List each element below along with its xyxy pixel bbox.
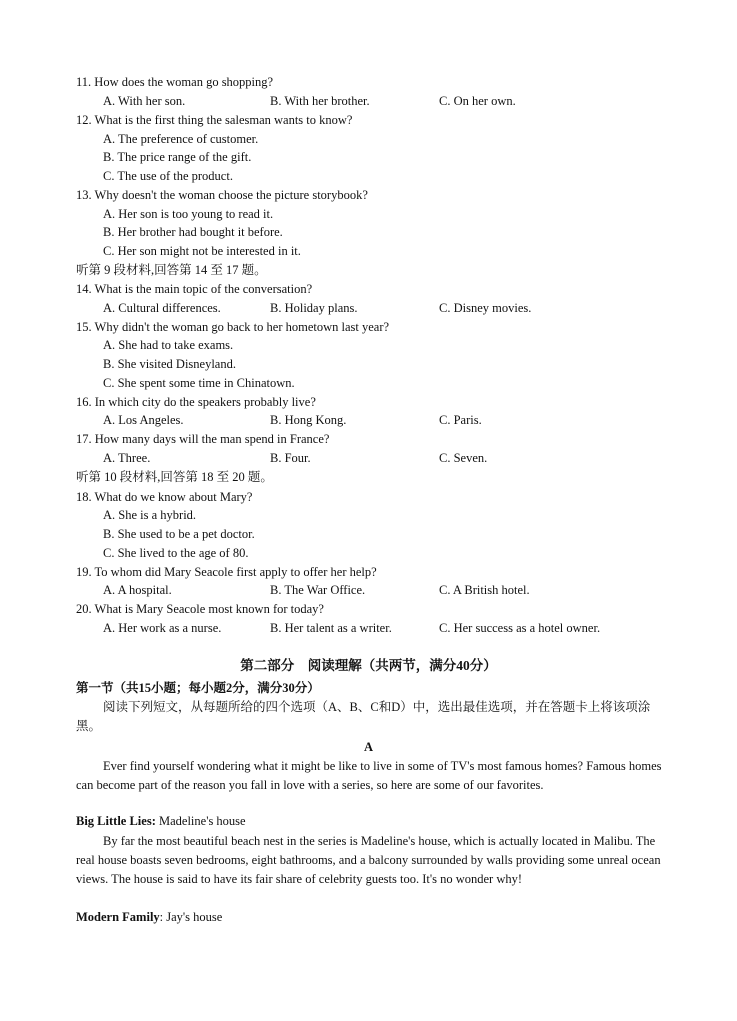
option-15a: A. She had to take exams.	[103, 338, 234, 352]
part-2-title: 第二部分 阅读理解（共两节，满分40分）	[240, 658, 497, 673]
option-11a: A. With her son.	[103, 94, 186, 108]
option-14b: B. Holiday plans.	[270, 301, 358, 315]
option-17c: C. Seven.	[439, 451, 488, 465]
option-12c: C. The use of the product.	[103, 169, 233, 183]
section-directions: 阅读下列短文，从每题所给的四个选项（A、B、C和D）中，选出最佳选项，并在答题卡上将该项涂黑。	[76, 700, 651, 733]
option-13a: A. Her son is too young to read it.	[103, 207, 274, 221]
question-13: 13. Why doesn't the woman choose the picture storybook?	[76, 188, 368, 202]
option-12a: A. The preference of customer.	[103, 132, 259, 146]
paragraph-madeline-house: By far the most beautiful beach nest in the series is Madeline's house, which is actually located in Malibu. The real house boasts seven bedrooms, eight bathrooms, and a balcony surrounded by walls providing some unreal ocean views. The house is said to have its fair share of celebrity guests too. It's no wonder why!	[76, 834, 661, 886]
subheading-house-2: : Jay's house	[159, 910, 223, 924]
option-15b: B. She visited Disneyland.	[103, 357, 236, 371]
option-18c: C. She lived to the age of 80.	[103, 546, 249, 560]
question-17: 17. How many days will the man spend in France?	[76, 432, 330, 446]
question-14: 14. What is the main topic of the conversation?	[76, 282, 313, 296]
option-20a: A. Her work as a nurse.	[103, 621, 222, 635]
subheading-show-title-2: Modern Family	[76, 910, 160, 924]
option-15c: C. She spent some time in Chinatown.	[103, 376, 295, 390]
option-20c: C. Her success as a hotel owner.	[439, 621, 601, 635]
question-15: 15. Why didn't the woman go back to her hometown last year?	[76, 320, 390, 334]
option-19a: A. A hospital.	[103, 583, 172, 597]
subheading-show-title: Big Little Lies:	[76, 814, 156, 828]
option-16c: C. Paris.	[439, 413, 482, 427]
option-14c: C. Disney movies.	[439, 301, 532, 315]
option-18b: B. She used to be a pet doctor.	[103, 527, 255, 541]
subheading-big-little-lies	[76, 813, 246, 829]
instruction-material-10: 听第 10 段材料,回答第 18 至 20 题。	[76, 470, 273, 484]
option-16a: A. Los Angeles.	[103, 413, 184, 427]
passage-intro: Ever find yourself wondering what it might be like to live in some of TV's most famous homes? Famous homes can become part of the reason you fall in love with a series, so here are some of our favorites.	[76, 759, 662, 792]
subheading-modern-family	[76, 909, 222, 925]
question-16: 16. In which city do the speakers probably live?	[76, 395, 316, 409]
question-19: 19. To whom did Mary Seacole first apply to offer her help?	[76, 565, 377, 579]
passage-letter: A	[363, 740, 374, 754]
question-18: 18. What do we know about Mary?	[76, 490, 253, 504]
instruction-material-9: 听第 9 段材料,回答第 14 至 17 题。	[76, 263, 267, 277]
option-16b: B. Hong Kong.	[270, 413, 347, 427]
option-17a: A. Three.	[103, 451, 151, 465]
option-19c: C. A British hotel.	[439, 583, 530, 597]
option-11b: B. With her brother.	[270, 94, 370, 108]
question-11: 11. How does the woman go shopping?	[76, 75, 274, 89]
option-13c: C. Her son might not be interested in it.	[103, 244, 301, 258]
section-1-title: 第一节（共15小题；每小题2分，满分30分）	[76, 681, 320, 695]
option-19b: B. The War Office.	[270, 583, 366, 597]
option-13b: B. Her brother had bought it before.	[103, 225, 283, 239]
option-17b: B. Four.	[270, 451, 311, 465]
option-20b: B. Her talent as a writer.	[270, 621, 392, 635]
option-14a: A. Cultural differences.	[103, 301, 221, 315]
option-12b: B. The price range of the gift.	[103, 150, 252, 164]
question-20: 20. What is Mary Seacole most known for today?	[76, 602, 324, 616]
question-12: 12. What is the first thing the salesman wants to know?	[76, 113, 353, 127]
option-11c: C. On her own.	[439, 94, 516, 108]
option-18a: A. She is a hybrid.	[103, 508, 197, 522]
subheading-house: Madeline's house	[155, 814, 246, 828]
